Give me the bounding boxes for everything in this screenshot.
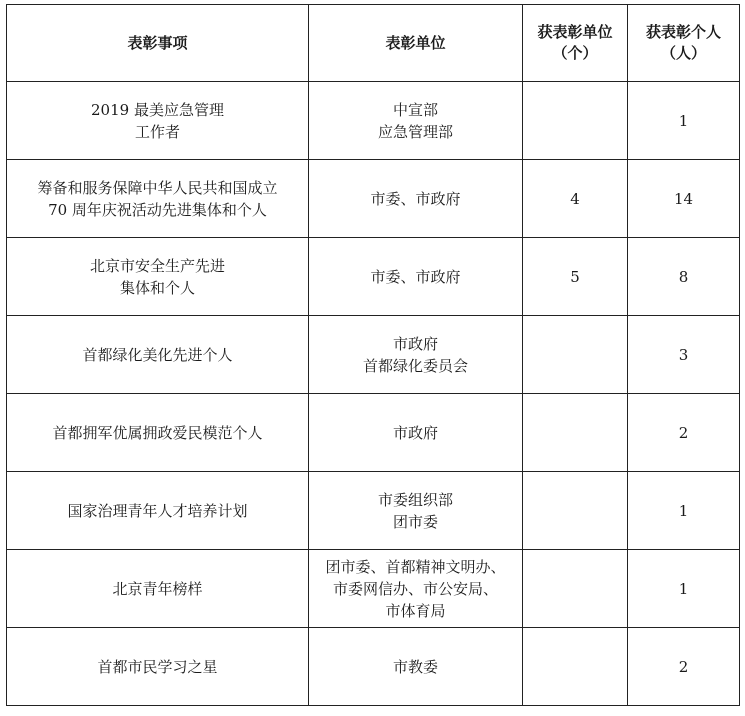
header-org-count (523, 5, 628, 82)
cell-award-unit (309, 394, 523, 472)
table-row (7, 472, 740, 550)
table-row (7, 160, 740, 238)
cell-org-count (523, 394, 628, 472)
cell-award-unit (309, 238, 523, 316)
cell-award-item (7, 628, 309, 706)
header-line: 获表彰单位 (537, 23, 613, 41)
cell-line: 北京市安全生产先进 (89, 256, 225, 275)
cell-line: 首都绿化委员会 (362, 356, 468, 375)
table-row (7, 394, 740, 472)
header-line: 获表彰个人 (645, 23, 721, 41)
cell-line: 团市委 (392, 512, 438, 531)
cell-person-count: 1 (628, 472, 740, 550)
awards-table (6, 4, 740, 706)
cell-line: 筹备和服务保障中华人民共和国成立 (37, 178, 278, 197)
cell-line: 集体和个人 (119, 278, 195, 297)
cell-award-item (7, 238, 309, 316)
cell-person-count: 8 (628, 238, 740, 316)
cell-person-count: 1 (628, 550, 740, 628)
cell-line: 市政府 (392, 334, 438, 353)
cell-line: 应急管理部 (377, 122, 453, 141)
cell-line: 团市委、首都精神文明办、 (325, 557, 506, 576)
cell-award-item (7, 394, 309, 472)
header-person-count (628, 5, 740, 82)
cell-line: 市委组织部 (377, 490, 453, 509)
table-row (7, 82, 740, 160)
cell-line: 市委、市政府 (370, 267, 461, 286)
cell-award-item (7, 472, 309, 550)
cell-award-unit (309, 316, 523, 394)
cell-line: 市体育局 (385, 601, 446, 620)
cell-person-count: 2 (628, 628, 740, 706)
header-line: 表彰事项 (127, 33, 188, 52)
cell-line: 北京青年榜样 (112, 579, 203, 598)
cell-award-unit (309, 628, 523, 706)
cell-person-count: 2 (628, 394, 740, 472)
cell-org-count: 5 (523, 238, 628, 316)
header-line: 表彰单位 (385, 33, 446, 52)
table-row (7, 238, 740, 316)
cell-line: 首都市民学习之星 (97, 657, 218, 676)
cell-line: 工作者 (134, 122, 180, 141)
cell-org-count (523, 316, 628, 394)
cell-org-count: 4 (523, 160, 628, 238)
cell-line: 中宣部 (392, 100, 438, 119)
cell-award-item (7, 82, 309, 160)
cell-line: 70 周年庆祝活动先进集体和个人 (48, 200, 267, 219)
cell-award-unit (309, 550, 523, 628)
cell-person-count: 14 (628, 160, 740, 238)
cell-line: 市政府 (392, 423, 438, 442)
cell-award-item (7, 160, 309, 238)
cell-org-count (523, 82, 628, 160)
cell-award-unit (309, 82, 523, 160)
cell-person-count: 1 (628, 82, 740, 160)
cell-award-unit (309, 160, 523, 238)
cell-org-count (523, 628, 628, 706)
header-award-unit (309, 5, 523, 82)
header-line: （个） (552, 44, 598, 62)
cell-line: 市教委 (392, 657, 438, 676)
cell-line: 市委、市政府 (370, 189, 461, 208)
cell-award-item (7, 316, 309, 394)
cell-line: 市委网信办、市公安局、 (332, 579, 498, 598)
cell-org-count (523, 550, 628, 628)
header-line: （人） (660, 44, 706, 62)
header-row (7, 5, 740, 82)
header-award-item (7, 5, 309, 82)
cell-org-count (523, 472, 628, 550)
cell-line: 2019 最美应急管理 (91, 100, 224, 119)
cell-line: 首都绿化美化先进个人 (82, 345, 233, 364)
table-row (7, 628, 740, 706)
table-row (7, 316, 740, 394)
cell-line: 首都拥军优属拥政爱民模范个人 (52, 423, 263, 442)
cell-award-unit (309, 472, 523, 550)
cell-line: 国家治理青年人才培养计划 (67, 501, 248, 520)
cell-person-count: 3 (628, 316, 740, 394)
table-row (7, 550, 740, 628)
cell-award-item (7, 550, 309, 628)
